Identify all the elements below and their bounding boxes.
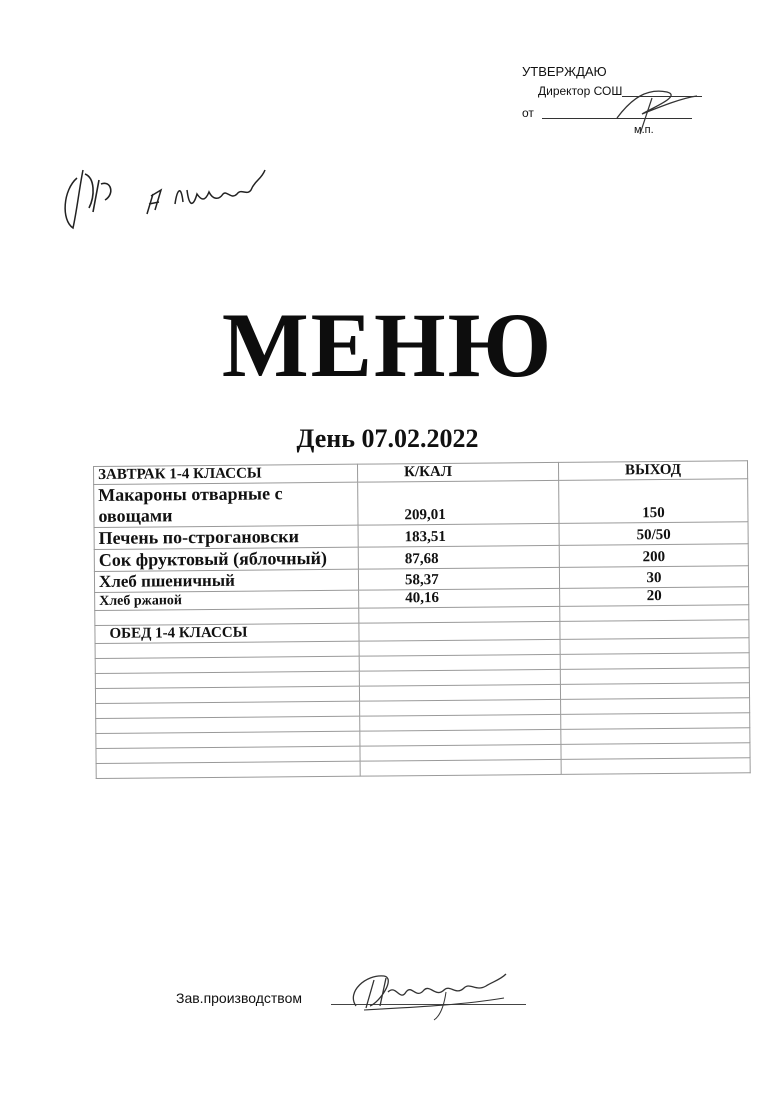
page-title: МЕНЮ: [221, 294, 554, 396]
dish-name: Хлеб ржаной: [95, 590, 359, 610]
dish-kcal: 87,68: [358, 545, 559, 569]
header-output: ВЫХОД: [558, 461, 747, 481]
lunch-section-label: ОБЕД 1-4 КЛАССЫ: [95, 623, 359, 643]
menu-table: [93, 460, 751, 779]
approval-title: УТВЕРЖДАЮ: [522, 64, 607, 79]
dish-output: 50/50: [559, 522, 748, 546]
table-row: [94, 479, 748, 528]
header-kcal: К/КАЛ: [357, 462, 558, 482]
dish-name: Печень по-строгановски: [94, 525, 358, 549]
dish-output: 20: [560, 587, 749, 607]
dish-output: 150: [559, 479, 748, 524]
approval-from: от: [522, 106, 534, 120]
dish-kcal: 58,37: [358, 567, 559, 590]
approval-signature-icon: [612, 78, 702, 138]
dish-name: Сок фруктовый (яблочный): [94, 547, 358, 571]
dish-output: 30: [559, 566, 748, 589]
approval-block: [522, 60, 722, 140]
handwritten-signature-icon: [55, 150, 285, 240]
footer-signature-icon: [336, 962, 526, 1022]
approval-stamp-label: м.п.: [634, 124, 654, 136]
dish-name: Хлеб пшеничный: [94, 569, 358, 592]
menu-date: День 07.02.2022: [296, 424, 479, 453]
header-signature: [55, 150, 285, 245]
dish-output: 200: [559, 544, 748, 568]
footer-signature-block: [176, 990, 302, 1006]
dish-kcal: 40,16: [359, 588, 560, 608]
dish-name: Макароны отварные с овощами: [94, 482, 358, 527]
dish-kcal: 209,01: [358, 480, 559, 525]
approval-role: Директор СОШ: [538, 84, 623, 98]
header-meal: ЗАВТРАК 1-4 КЛАССЫ: [94, 464, 358, 484]
dish-kcal: 183,51: [358, 523, 559, 547]
footer-label: Зав.производством: [176, 990, 302, 1006]
